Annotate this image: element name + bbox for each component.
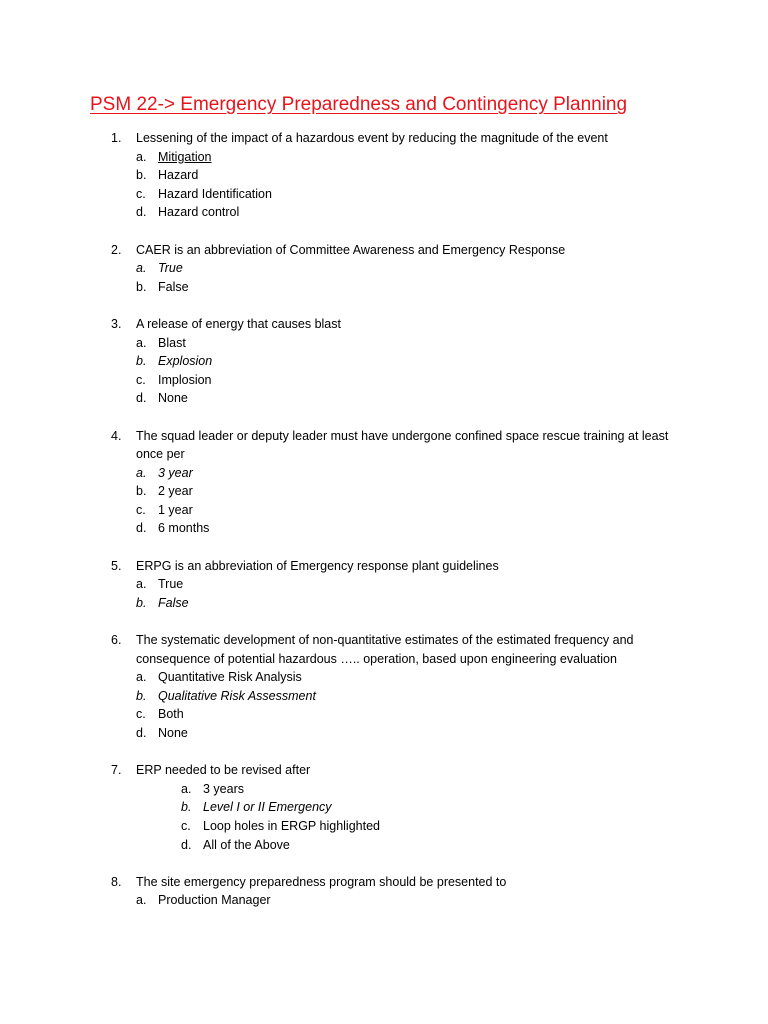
option-letter: b. [136,354,147,369]
option-text: All of the Above [203,837,290,852]
page-title: PSM 22-> Emergency Preparedness and Contingency Planning [90,94,628,115]
answer-option [0,891,768,910]
answer-option [0,687,768,706]
answer-option [0,352,768,371]
question-text: ERPG is an abbreviation of Emergency response plant guidelines [136,558,499,573]
option-text: 3 years [203,781,244,796]
option-letter: b. [181,800,192,815]
option-letter: a. [136,149,147,164]
question-stem [0,315,696,334]
answer-option [0,371,768,390]
option-text: 1 year [158,502,193,517]
option-text: None [158,726,188,740]
answer-option [0,724,768,743]
option-text: Qualitative Risk Assessment [158,688,316,703]
option-letter: d. [136,521,147,536]
option-text: Hazard [158,168,199,183]
question-number: 5. [111,558,122,573]
answer-option [0,817,768,836]
question-text: The squad leader or deputy leader must have undergone confined space rescue training at least once per [136,428,669,462]
option-text: Mitigation [158,149,212,164]
question-item [0,427,768,539]
answer-option [0,166,768,185]
answer-option [0,836,768,855]
answer-option [0,575,768,594]
option-text: Loop holes in ERGP highlighted [203,818,380,833]
option-letter: b. [136,595,147,610]
answer-option [0,668,768,687]
option-letter: a. [136,261,147,276]
question-text: A release of energy that causes blast [136,316,341,331]
question-item [0,761,768,854]
question-text: Lessening of the impact of a hazardous event by reducing the magnitude of the event [136,131,608,145]
option-letter: d. [181,837,192,852]
answer-option [0,389,768,408]
option-letter: b. [136,168,147,183]
question-item [0,241,768,297]
option-letter: a. [136,893,147,908]
answer-option [0,501,768,520]
option-text: Hazard Identification [158,186,272,201]
option-text: Implosion [158,372,212,387]
option-letter: a. [136,335,147,350]
question-item [0,873,768,910]
option-text: True [158,261,183,276]
question-number: 4. [111,428,122,443]
question-number: 6. [111,633,122,648]
question-stem [0,427,696,464]
option-text: Blast [158,335,186,350]
option-letter: c. [136,502,146,517]
question-stem [0,631,696,668]
option-text: Level I or II Emergency [203,800,332,815]
question-number: 2. [111,242,122,257]
option-letter: c. [136,372,146,387]
question-list [0,129,768,929]
option-text: 6 months [158,521,210,536]
option-letter: a. [136,577,147,592]
option-letter: d. [136,726,147,740]
question-number: 8. [111,874,122,889]
question-stem [0,241,696,260]
option-text: False [158,279,189,294]
question-stem [0,557,696,576]
question-item [0,129,768,222]
option-text: Both [158,707,184,722]
answer-option [0,334,768,353]
answer-option [0,203,768,222]
question-text: CAER is an abbreviation of Committee Awareness and Emergency Response [136,242,566,257]
answer-option [0,594,768,613]
option-text: True [158,577,184,592]
option-text: 2 year [158,484,193,499]
answer-option [0,464,768,483]
question-stem [0,129,696,148]
option-letter: b. [136,279,147,294]
option-letter: b. [136,484,147,499]
option-letter: a. [181,781,192,796]
option-letter: b. [136,688,147,703]
question-number: 3. [111,316,122,331]
answer-option [0,519,768,538]
option-text: Explosion [158,354,213,369]
answer-option [0,780,768,799]
question-number: 7. [111,763,122,778]
option-letter: d. [136,391,147,406]
option-letter: d. [136,205,147,220]
answer-option [0,259,768,278]
question-number: 1. [111,131,122,145]
answer-option [0,185,768,204]
question-item [0,315,768,408]
question-text: The site emergency preparedness program should be presented to [136,874,507,889]
option-letter: c. [136,707,146,722]
option-letter: c. [136,186,146,201]
answer-option [0,798,768,817]
option-text: 3 year [158,465,193,480]
question-text: ERP needed to be revised after [136,763,311,778]
option-text: Hazard control [158,205,240,220]
option-text: Quantitative Risk Analysis [158,670,302,685]
answer-option [0,148,768,167]
answer-option [0,705,768,724]
question-item [0,557,768,613]
question-item [0,631,768,743]
option-letter: c. [181,818,191,833]
question-stem [0,873,696,892]
option-text: False [158,595,189,610]
answer-option [0,278,768,297]
option-text: Production Manager [158,893,271,908]
question-stem [0,761,696,780]
option-letter: a. [136,465,147,480]
option-text: None [158,391,188,406]
question-text: The systematic development of non-quantitative estimates of the estimated frequency and consequence of potential hazardous ….. operation, based upon engineering evaluation [136,633,634,666]
answer-option [0,482,768,501]
option-letter: a. [136,670,147,685]
